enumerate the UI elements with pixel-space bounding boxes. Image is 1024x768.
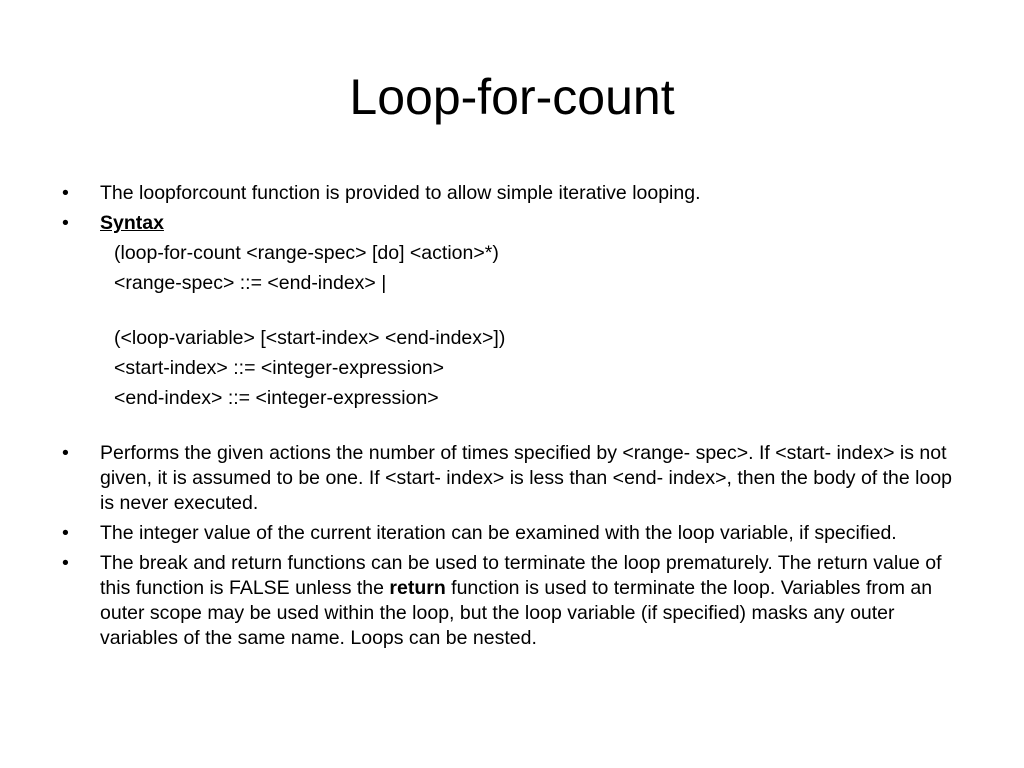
bullet-intro (62, 181, 962, 206)
bullet-break-return (62, 551, 962, 651)
bullet-dot-icon: • (62, 212, 69, 234)
bullet-break-return-part1: The break and return functions can be used to terminate the loop prematurely. The return value of this function is FALSE unless the (100, 552, 942, 599)
slide-title: Loop-for-count (349, 69, 675, 125)
bullet-syntax (62, 211, 962, 236)
bullet-dot-icon: • (62, 182, 69, 204)
syntax-gap (62, 416, 962, 441)
return-keyword: return (389, 577, 446, 599)
bullet-performs-text: Performs the given actions the number of times specified by <range- spec>. If <start- index> is not given, it is assumed to be one. If <start- index> is less than <end- index>, then the body of the loop is never executed. (100, 442, 953, 514)
bullet-performs (62, 441, 962, 516)
bullet-integer-value (62, 521, 962, 546)
syntax-gap (62, 301, 962, 326)
slide-content (62, 181, 962, 656)
bullet-dot-icon: • (62, 552, 69, 574)
bullet-break-return-text (100, 552, 942, 649)
syntax-line: <range-spec> ::= <end-index> | (114, 272, 387, 294)
syntax-label: Syntax (100, 212, 164, 234)
syntax-line: (<loop-variable> [<start-index> <end-index>]) (114, 327, 506, 349)
bullet-intro-text: The loopforcount function is provided to allow simple iterative looping. (100, 182, 701, 204)
syntax-line: <end-index> ::= <integer-expression> (114, 387, 439, 409)
bullet-break-return-part2: function is used to terminate the loop. Variables from an outer scope may be used within the loop, but the loop variable (if specified) masks any outer variables of the same name. Loops can be nested. (100, 577, 933, 649)
bullet-dot-icon: • (62, 442, 69, 464)
bullet-dot-icon: • (62, 522, 69, 544)
syntax-line: <start-index> ::= <integer-expression> (114, 357, 445, 379)
syntax-line: (loop-for-count <range-spec> [do] <action>*) (114, 242, 499, 264)
bullet-integer-value-text: The integer value of the current iteration can be examined with the loop variable, if specified. (100, 522, 897, 544)
